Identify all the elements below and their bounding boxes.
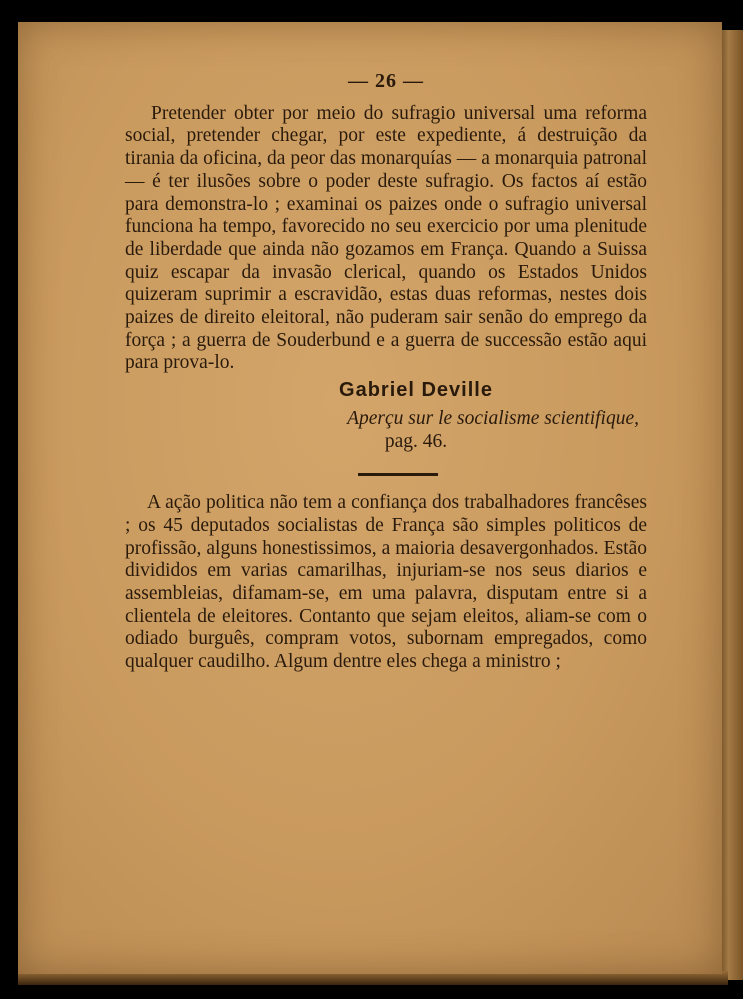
citation-author: Gabriel Deville [339, 379, 493, 402]
section-divider [358, 473, 438, 476]
book-right-edge [719, 30, 743, 980]
page-number: — 26 — [348, 70, 424, 92]
citation-work: Aperçu sur le socialisme scientifique, [347, 407, 639, 429]
paragraph-suffrage: Pretender obter por meio do sufragio universal uma reforma social, pretender chegar, por este expediente, á destruição da tirania da oficina, da peor das monarquías — a monarquia patronal — é ter ilusões sobre o poder deste sufragio. Os factos aí estão para demonstra-lo ; examinai os paizes onde o sufragio universal funciona ha tempo, favorecido no seu exercicio por uma plenitude de liberdade que ainda não gozamos em França. Quando a Suissa quiz escapar da invasão clerical, quando os Estados Unidos quizeram suprimir a escravidão, estas duas reformas, nestes dois paizes de direito eleitoral, não puderam sair senão do emprego da força ; a guerra de Souderbund e a guerra de successão estão aqui para prova-lo. [125, 102, 647, 374]
citation [125, 379, 647, 453]
page-content [125, 70, 647, 674]
paragraph-political-action: A ação politica não tem a confiança dos trabalhadores francêses ; os 45 deputados socialistas de França são simples politicos de profissão, alguns honestissimos, a maioria desavergonhados. Estão divididos em varias camarilhas, injuriam-se nos seus diarios e assembleias, difamam-se, em uma palavra, disputam entre si a clientela de eleitores. Contanto que sejam eleitos, aliam-se com o odiado burguês, compram votos, subornam empregados, como qualquer caudilho. Algum dentre eles chega a ministro ; [125, 492, 647, 673]
citation-page-reference: pag. 46. [384, 430, 448, 452]
